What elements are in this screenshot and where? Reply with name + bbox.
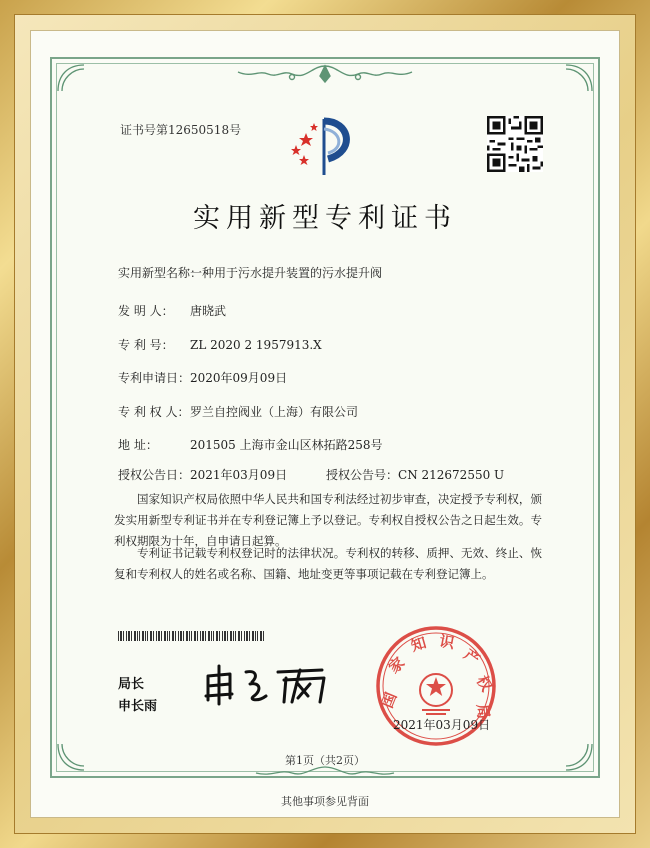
field-label: 专 利 权 人：: [118, 405, 190, 419]
field-value: ZL 2020 2 1957913.X: [190, 338, 322, 352]
seal-date: 2021年03月09日: [393, 718, 491, 732]
corner-ornament-icon: [56, 63, 86, 93]
field-value: CN 212672550 U: [398, 468, 505, 482]
utility-model-name-row: [118, 264, 382, 281]
patent-number-row: [118, 336, 322, 353]
field-value: 2021年03月09日: [190, 468, 288, 482]
svg-text:国: 国: [378, 689, 401, 711]
application-date-row: [118, 369, 287, 386]
field-label: 授权公告日：: [118, 468, 191, 482]
corner-ornament-icon: [564, 63, 594, 93]
field-label: 实用新型名称：: [118, 266, 203, 280]
certificate-title: 实用新型专利证书: [193, 203, 457, 234]
barcode-icon: [118, 631, 264, 641]
field-value: 罗兰自控阀业（上海）有限公司: [190, 405, 359, 419]
director-title: 局长: [118, 677, 145, 692]
field-value: 唐晓武: [190, 304, 227, 318]
svg-text:家: 家: [385, 653, 409, 677]
field-value: 2020年09月09日: [190, 371, 288, 385]
address-row: [118, 436, 383, 453]
field-label: 发 明 人：: [118, 304, 174, 318]
director-name: 申长雨: [118, 699, 158, 714]
field-value: 一种用于污水提升装置的污水提升阀: [190, 266, 383, 280]
field-label: 地 址：: [118, 438, 158, 452]
field-label: 专 利 号：: [118, 338, 174, 352]
handwritten-signature: [200, 662, 335, 706]
legal-status-paragraph: 专利证书记载专利权登记时的法律状况。专利权的转移、质押、无效、终止、恢复和专利权人的姓名或名称、国籍、地址变更等事项记载在专利登记簿上。: [114, 546, 542, 581]
qr-code-icon: [487, 116, 543, 172]
cnipa-logo-icon: [284, 115, 364, 179]
top-ornament-icon: [232, 62, 418, 86]
announcement-number-row: [326, 466, 504, 483]
field-label: 授权公告号：: [326, 468, 399, 482]
footer-note: 其他事项参见背面: [281, 795, 369, 808]
svg-text:局: 局: [473, 703, 493, 720]
page-number: 第1页（共2页）: [285, 754, 365, 767]
certificate-number: 证书号第12650518号: [120, 123, 242, 137]
inventor-row: [118, 302, 226, 319]
svg-text:知: 知: [408, 633, 429, 655]
svg-text:识: 识: [437, 631, 456, 653]
announcement-date-row: [118, 466, 287, 483]
patentee-row: [118, 403, 358, 420]
svg-text:权: 权: [472, 672, 496, 695]
field-value: 201505 上海市金山区林拓路258号: [190, 438, 383, 452]
grant-paragraph: 国家知识产权局依照中华人民共和国专利法经过初步审查，决定授予专利权，颁发实用新型专利证书并在专利登记簿上予以登记。专利权自授权公告之日起生效。专利权期限为十年，自申请日起算。: [114, 492, 542, 548]
field-label: 专利申请日：: [118, 371, 191, 385]
svg-text:产: 产: [460, 645, 484, 669]
